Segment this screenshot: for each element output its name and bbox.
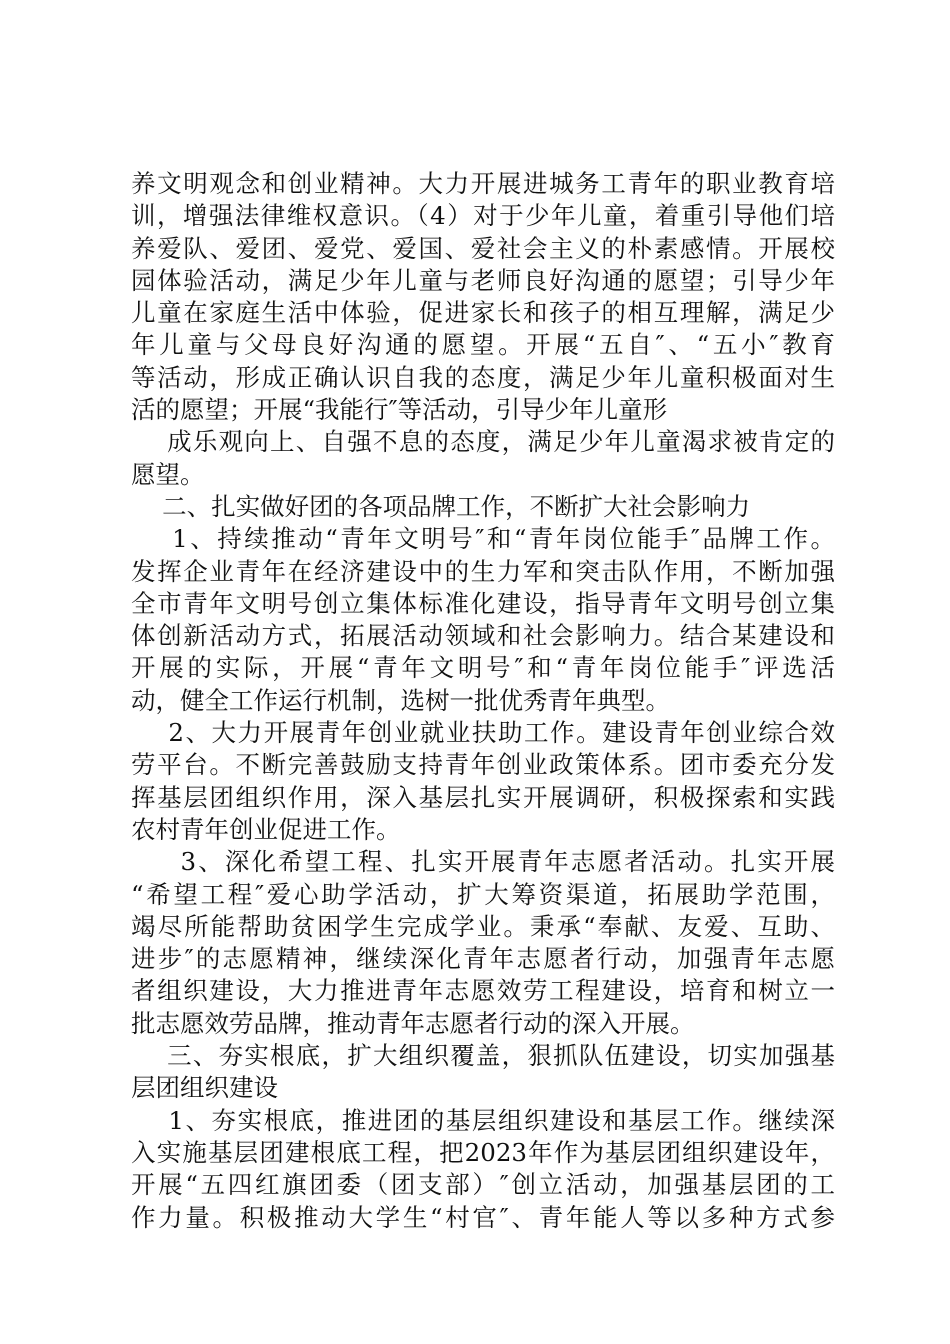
text-line: 进步″的志愿精神，继续深化青年志愿者行动，加强青年志愿: [131, 944, 835, 974]
text-line: 入实施基层团建根底工程，把2023年作为基层团组织建设年，: [131, 1137, 835, 1167]
text-line: 作力量。积极推动大学生“村官″、青年能人等以多种方式参: [131, 1202, 835, 1232]
text-line: 园体验活动，满足少年儿童与老师良好沟通的愿望；引导少年: [131, 265, 835, 295]
text-line: 成乐观向上、自强不息的态度，满足少年儿童渴求被肯定的: [131, 427, 835, 457]
text-line: 批志愿效劳品牌，推动青年志愿者行动的深入开展。: [131, 1008, 695, 1038]
text-line: 农村青年创业促进工作。: [131, 814, 401, 844]
text-line: 1、持续推动“青年文明号″和“青年岗位能手″品牌工作。: [131, 524, 835, 554]
text-line: 劳平台。不断完善鼓励支持青年创业政策体系。团市委充分发: [131, 750, 835, 780]
text-line: 竭尽所能帮助贫困学生完成学业。秉承“奉献、友爱、互助、: [131, 911, 835, 941]
text-line: 愿望。: [131, 459, 205, 489]
section-heading: 三、夯实根底，扩大组织覆盖，狠抓队伍建设，切实加强基: [131, 1041, 835, 1071]
text-line: “希望工程″爱心助学活动，扩大筹资渠道，拓展助学范围，: [131, 879, 835, 909]
section-heading: 层团组织建设: [131, 1073, 278, 1103]
text-line: 1、夯实根底，推进团的基层组织建设和基层工作。继续深: [131, 1105, 835, 1135]
text-line: 养文明观念和创业精神。大力开展进城务工青年的职业教育培: [131, 169, 835, 198]
body-text: [131, 168, 835, 1234]
text-line: 儿童在家庭生活中体验，促进家长和孩子的相互理解，满足少: [131, 298, 835, 328]
text-line: 年儿童与父母良好沟通的愿望。开展“五自″、“五小″教育: [131, 330, 835, 360]
text-line: 发挥企业青年在经济建设中的生力军和突击队作用，不断加强: [131, 556, 835, 586]
text-line: 挥基层团组织作用，深入基层扎实开展调研，积极探索和实践: [131, 782, 835, 812]
text-line: 体创新活动方式，拓展活动领域和社会影响力。结合某建设和: [131, 621, 835, 651]
text-line: 全市青年文明号创立集体标准化建设，指导青年文明号创立集: [131, 588, 835, 618]
section-heading: 二、扎实做好团的各项品牌工作，不断扩大社会影响力: [131, 491, 751, 521]
text-line: 训，增强法律维权意识。（4）对于少年儿童，着重引导他们培: [131, 201, 835, 231]
text-line: 养爱队、爱团、爱党、爱国、爱社会主义的朴素感情。开展校: [131, 233, 835, 263]
text-line: 动，健全工作运行机制，选树一批优秀青年典型。: [131, 685, 670, 715]
text-line: 开展的实际，开展“青年文明号″和“青年岗位能手″评选活: [131, 653, 835, 683]
text-line: 者组织建设，大力推进青年志愿效劳工程建设，培育和树立一: [131, 976, 835, 1006]
text-line: 3、深化希望工程、扎实开展青年志愿者活动。扎实开展: [131, 847, 835, 877]
text-line: 开展“五四红旗团委（团支部）″创立活动，加强基层团的工: [131, 1170, 835, 1200]
text-line: 活的愿望；开展“我能行″等活动，引导少年儿童形: [131, 395, 668, 425]
text-line: 2、大力开展青年创业就业扶助工作。建设青年创业综合效: [131, 718, 835, 748]
text-line: 等活动，形成正确认识自我的态度，满足少年儿童积极面对生: [131, 362, 835, 392]
